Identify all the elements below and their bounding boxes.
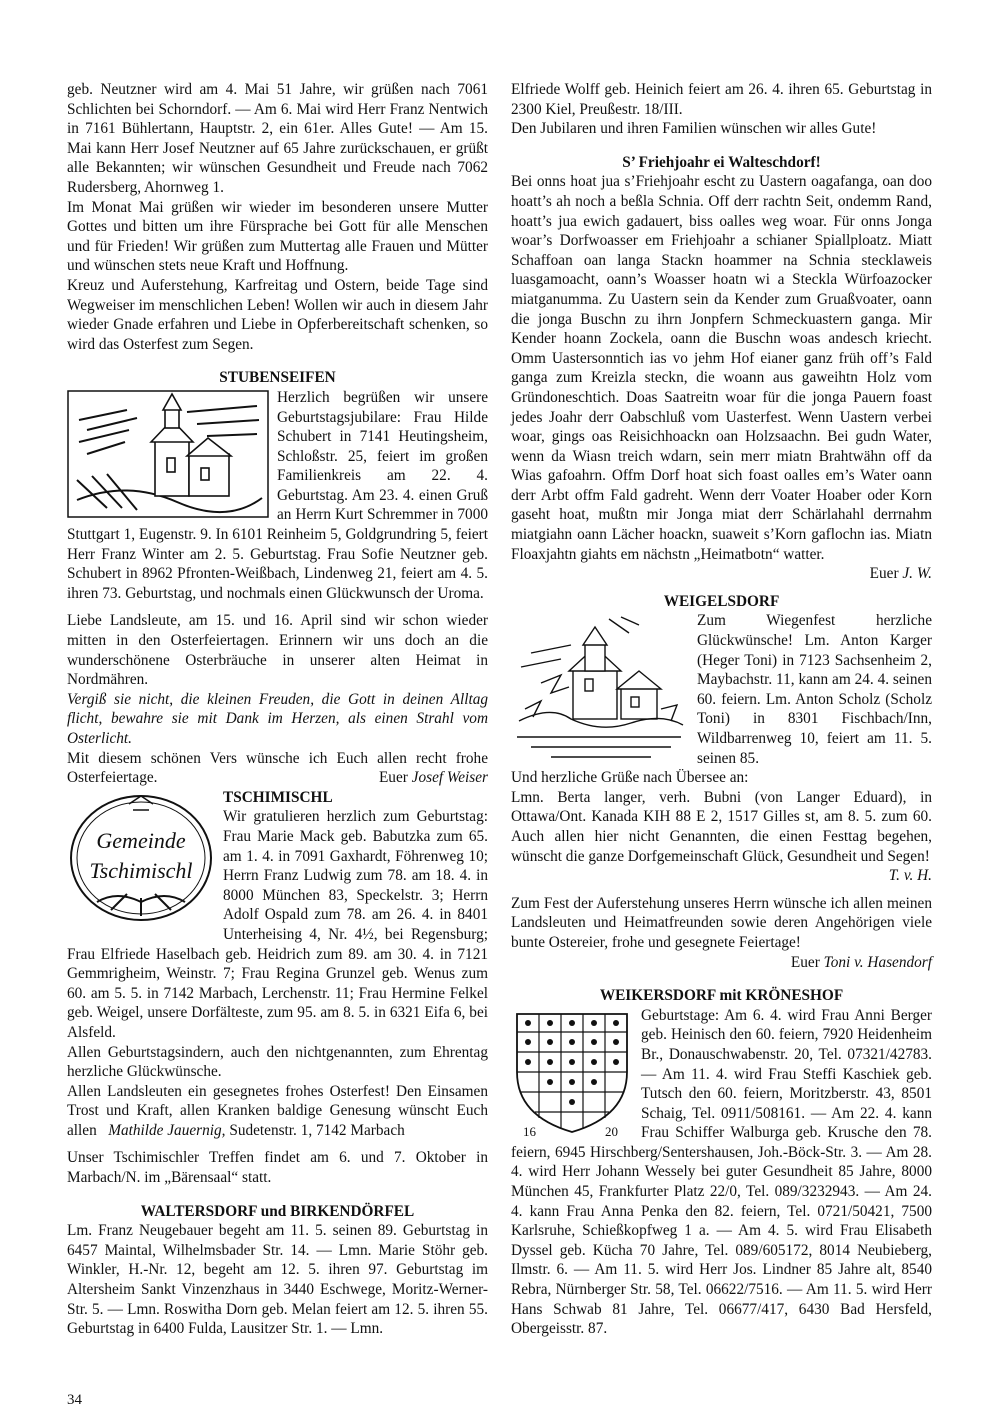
paragraph: Zum Fest der Auferstehung unseres Herrn wünsche ich allen meinen Landsleuten und Heimatfreunden sowie deren Angehörigen viele bunte Ostereier, frohe und gesegnete Feiertage!: [511, 894, 932, 951]
section-heading-waltersdorf: WALTERSDORF und BIRKENDÖRFEL: [140, 1202, 415, 1220]
section-text-friehjoahr: Bei onns hoat jua s’Friehjoahr escht zu Uastern oagafanga, oan doo hoatt’s ah noch a beßla Schnia. Off derr rachtn Seit, ondemm Rand, hoatt’s jua ewich gadauert, biss oalles weg woar. Für onns Jonga woar’s Dorfwoasser em Friehjoahr a schianer Spiallploatz. Miatt Schaffoan oan langa Stackn hoammer na Schnia stecklaweis luasgamoacht, oann’s Woasser hoatn wi a Steckla Würfoazocker miatganumma. Zu Uastern sein da Kender zum Gruaßvoater, oann die jonga Buschn zu ihrn Jonpfern Schmeckuastern ganga. Mir Kender hoann Zockela, oann die Buschn woas andesch kriecht. Omm Uastersonntich ias vo jehm Hof eianer ganz früh off’s Fald ganga zum Kreizla steckn, die woann aus gaweihtn Holz vom Gründoneschtich. Doas Saatreitn woar für die jonga Pauern foast jedes Joahr derr Oabschluß vom Uasterfest. Wenn Uastern verbei woar, gings oas Reisichhoackn oan Holzsaachn. Bei gudn Water, wenn da Wiasn treich wdarn, sein merr miatn Brahtwähn off da Wias gafoahrn. Offm Dorf hoat sich foast oalles em’s Water oann derr Arbt offm Fald gadreht. Wenn derr Voater Hoaber oder Korn gaseht hoat, mußtn mir Jonga miat derr Schärlahahl derrnahm miatgiahn oann Lächer hoackn, suaweit s’Korn gaflochn ias. Miatn Floaxjahtn giahts em nächstn „Heimatbotn“ watter.: [511, 173, 932, 563]
paragraph: Allen Geburtstagsindern, auch den nichtgenannten, zum Ehrentag herzliche Glückwünsche.: [67, 1043, 488, 1081]
paragraph: Und herzliche Grüße nach Übersee an:: [511, 769, 749, 787]
paragraph-text: Lmn. Berta langer, verh. Bubni (von Langer Eduard), in Ottawa/Ont. Kanada KIH 88 E 2, 1517 Gilles st, am 8. 5. zum 60. Auch allen hier nicht Genannten, die einen Festtag begehen, wünscht die ganze Dorfgemeinschaft Glück, Gesundheit und Segen!: [511, 788, 932, 865]
paragraph: [67, 1082, 488, 1141]
signature-name: T. v. H.: [888, 867, 932, 885]
paragraph-text: Mit diesem schönen Vers wünsche ich Euch allen recht frohe Osterfeiertage.: [67, 749, 488, 787]
section-heading-weigelsdorf: WEIGELSDORF: [663, 592, 780, 610]
paragraph-text: Allen Landsleuten ein gesegnetes frohes Osterfest! Den Einsamen Trost und Kraft, allen Kranken baldige Genesung wünscht Euch allen: [67, 1082, 488, 1139]
paragraph: Kreuz und Auferstehung, Karfreitag und Ostern, beide Tage sind Wegweiser im menschlichen Leben! Wollen wir auch in diesem Jahr wieder Gnade erfahren und Liebe in Opferbereitschaft schenken, so wird das Osterfest zum Segen.: [67, 276, 488, 353]
left-column: [67, 80, 488, 1339]
signature-prefix: Euer: [869, 565, 899, 583]
signature: [511, 953, 932, 973]
signature-prefix: Euer: [790, 953, 820, 971]
signature: [379, 768, 488, 788]
easter-verse: Vergiß sie nicht, die kleinen Freuden, die Gott in deinen Alltag flicht, bewahre sie mit Dank im Herzen, als einen Strahl vom Osterlicht.: [67, 690, 488, 747]
section-text-tschimischl: Wir gratulieren herzlich zum Geburtstag: Frau Marie Mack geb. Babutzka zum 65. am 1. 4. in 7091 Gaxhardt, Föhrenweg 10; Herrn Franz Ludwig zum 78. am 18. 4. in 8000 München 83, Speckelstr. 3; Herrn Adolf Ospald zum 78. am 26. 4. in 8401 Unterheising 4, Nr. 4½, bei Regensburg; Frau Elfriede Haselbach geb. Heidrich zum 89. am 30. 4. in 7121 Gemmrigheim, Weinstr. 7; Frau Regina Grunzel geb. Wenus zum 60. am 5. 5. in 7142 Marbach, Lerchenstr. 11; Frau Hermine Felkel geb. Weigel, unsere Dorfälteste, zum 95. am 8. 5. in 6321 Eifa 6, bei Alsfeld.: [67, 808, 488, 1041]
village-illustration: [511, 613, 689, 763]
section-heading-weikersdorf: WEIKERSDORF mit KRÖNESHOF: [599, 987, 844, 1005]
section-text-waltersdorf: Lm. Franz Neugebauer begeht am 11. 5. seinen 89. Geburtstag in 6457 Maintal, Wilhelmsbader Str. 14. — Lmn. Marie Stöhr geb. Winkler, H.-Nr. 12, begeht am 12. 5. ihren 97. Geburtstag im Altersheim Sankt Vinzenzhaus in 3440 Eschwege, Moritz-Werner-Str. 5. — Lmn. Roswitha Dorn geb. Melan feiert am 12. 5. ihren 55. Geburtstag in 6400 Fulda, Lausitzer Str. 1. — Lmn.: [67, 1222, 488, 1338]
paragraph: Liebe Landsleute, am 15. und 16. April sind wir schon wieder mitten in den Osterfeiertagen. Erinnern wir uns doch an die wunderschönene Osterbräuche in unserer alten Heimat in Nordmähren.: [67, 612, 488, 689]
paragraph: Im Monat Mai grüßen wir wieder im besonderen unsere Mutter Gottes und bitten um ihre Fürsprache bei Gott für alle Menschen und für Frieden! Wir grüßen zum Muttertag alle Frauen und Mütter und wünschen stets neue Kraft und Hoffnung.: [67, 198, 488, 275]
paragraph: [511, 788, 932, 885]
signature-name: Mathilde Jauernig,: [108, 1121, 226, 1139]
signature-prefix: Euer: [378, 769, 408, 787]
seal-text-line-2: Tschimischl: [89, 857, 193, 883]
shield-year-right: 20: [605, 1123, 618, 1139]
paragraph: Elfriede Wolff geb. Heinich feiert am 26. 4. ihren 65. Geburtstag in 2300 Kiel, Preußestr. 18/III.: [511, 81, 932, 118]
paragraph: [67, 749, 488, 788]
weikersdorf-shield: [511, 1008, 633, 1140]
section-heading-stubenseifen: STUBENSEIFEN: [219, 369, 336, 387]
section-heading-friehjoahr: S’ Friehjoahr ei Walteschdorf!: [622, 153, 821, 171]
page-number: 34: [67, 1392, 82, 1408]
church-illustration: [67, 390, 269, 518]
paragraph: Den Jubilaren und ihren Familien wünschen wir alles Gute!: [511, 120, 877, 138]
section-text-weikersdorf: Geburtstage: Am 6. 4. wird Frau Anni Berger geb. Heinisch den 60. feiern, 7920 Heidenheim Br., Donauschwabenstr. 20, Tel. 07321/42783. — Am 11. 4. wird Frau Steffi Kaschiek geb. Tutsch den 60. feiern, Moritzberstr. 43, 8501 Schaig, Tel. 0911/508161. — Am 22. 4. kann Frau Schiffer Walburga geb. Krusche den 78. feiern, 6945 Hirschberg/Sentershausen, Joh.-Böck-Str. 3. — Am 28. 4. wird Herr Johann Wessely bei guter Gesundheit 85 Jahre, 8000 München 45, Frankfurter Platz 22/0, Tel. 089/3232943. — Am 24. 4. kann Frau Anna Penka den 82. feiern, Tel. 0721/50421, 7500 Karlsruhe, Schießkopfweg 1 a. — Am 4. 5. wird Frau Elisabeth Dyssel geb. Kücha 70 Jahre, Tel. 089/605172, 8014 Neubieberg, Ilmstr. 6. — Am 11. 5. wird Herr Jos. Lindner 85 Jahre alt, 8540 Rebra, Nürnberger Str. 58, Tel. 06622/7516. — Am 11. 5. wird Herr Hans Schwab 81 Jahre, Tel. 06677/417, 6430 Bad Hersfeld, Obergeisstr. 87.: [511, 1006, 932, 1338]
tschimischl-seal: [67, 790, 215, 930]
paragraph: geb. Neutzner wird am 4. Mai 51 Jahre, wir grüßen nach 7061 Schlichten bei Schorndorf. — Am 6. Mai wird Herr Franz Nentwich in 7161 Bühlertann, Hauptstr. 2, ein 61er. Alles Gute! — Am 15. Mai kann Herr Josef Neutzner auf 65 Jahre zurückschauen, er grüßt alle Bekannten; wir wünschen Gesundheit und Freude nach 7062 Rudersberg, Ahornweg 1.: [67, 81, 488, 196]
section-text-weigelsdorf: Zum Wiegenfest herzliche Glückwünsche! Lm. Anton Karger (Heger Toni) in 7123 Sachsenheim 2, Maybachstr. 11, kann am 24. 4. seinen 60. feiern. Lm. Anton Scholz (Scholz Toni) in 8301 Fischbach/Inn, Wildbarrenweg 10, feiert am 11. 5. seinen 85.: [697, 612, 932, 767]
signature: [511, 564, 932, 584]
signature-name: Toni v. Hasendorf: [823, 953, 932, 971]
section-text-stubenseifen: Herzlich begrüßen wir unsere Geburtstagsjubilare: Frau Hilde Schubert in 7141 Heutingsheim, Schloßstr. 25, feiert im großen Familienkreis am 22. 4. Geburtstag. Am 23. 4. einen Gruß an Herrn Kurt Schremmer in 7000 Stuttgart 1, Eugenstr. 9. In 6101 Reinheim 5, Goldgrundring 5, feiert Herr Franz Winter am 2. 5. Geburtstag. Frau Sofie Neutzner geb. Schubert in 8962 Pfronten-Weißbach, Lindenweg 21, feiert am 4. 5. ihren 73. Geburtstag, und nochmals einen Glückwunsch der Uroma.: [67, 388, 488, 602]
section-heading-tschimischl: TSCHIMISCHL: [223, 788, 333, 806]
signature-address: Sudetenstr. 1, 7142 Marbach: [229, 1121, 405, 1139]
signature-name: J. W.: [902, 565, 932, 583]
seal-text-line-1: Gemeinde: [96, 827, 186, 853]
shield-year-left: 16: [523, 1123, 536, 1139]
paragraph: Unser Tschimischler Treffen findet am 6. und 7. Oktober in Marbach/N. im „Bärensaal“ statt.: [67, 1149, 488, 1187]
signature-name: Josef Weiser: [411, 769, 488, 787]
right-column: [511, 80, 932, 1339]
